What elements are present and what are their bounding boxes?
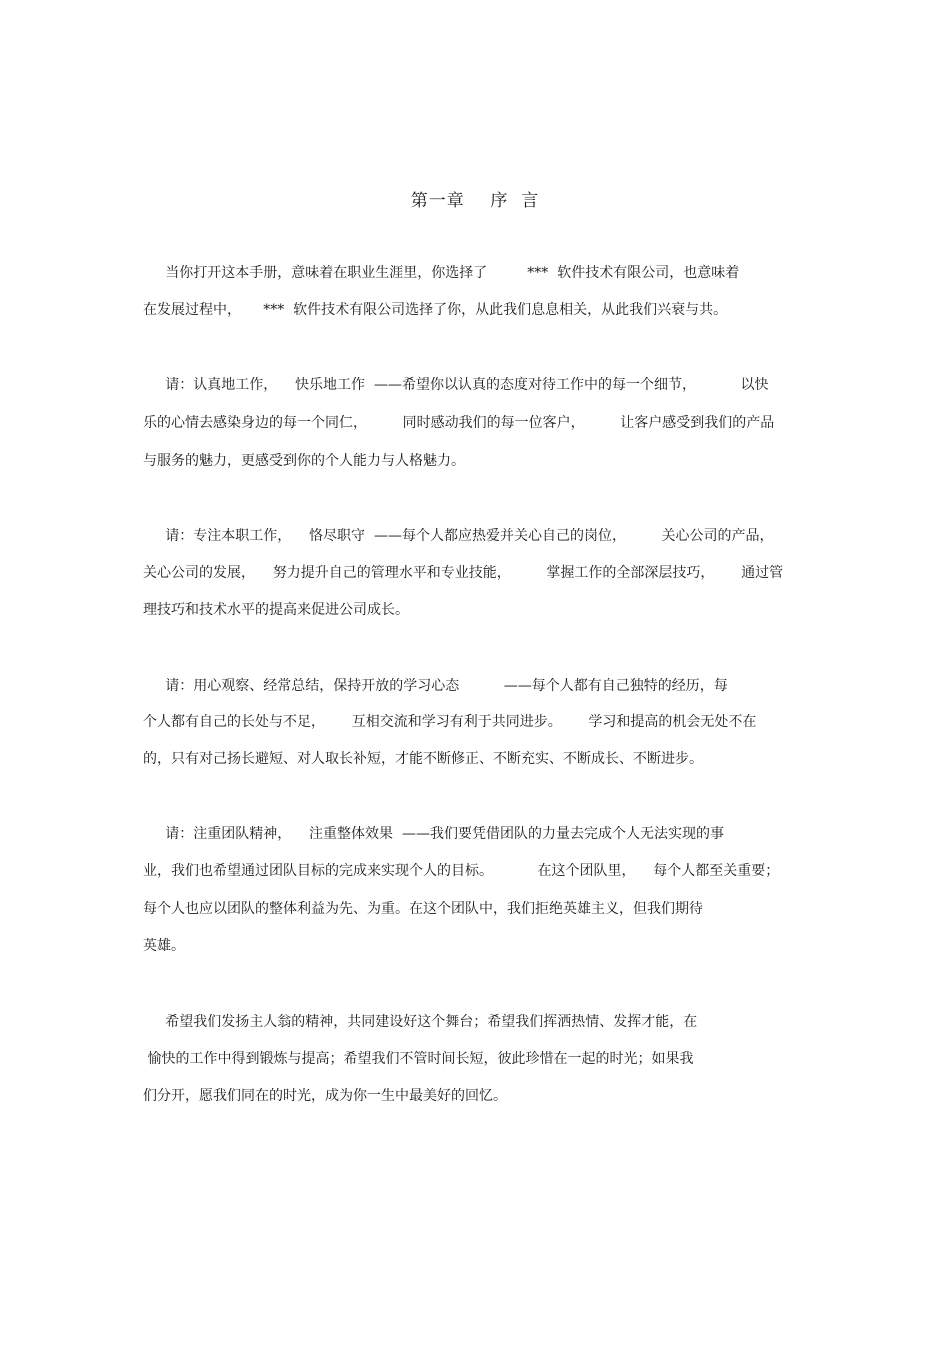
paragraph-line: 的，只有对己扬长避短、对人取长补短，才能不断修正、不断充实、不断成长、不断进步。 [143,751,703,767]
paragraph-line: 业，我们也希望通过团队目标的完成来实现个人的目标。 在这个团队里， 每个人都至关重要； [143,863,780,879]
paragraph-line: 愉快的工作中得到锻炼与提高；希望我们不管时间长短，彼此珍惜在一起的时光；如果我 [143,1051,694,1067]
paragraph-line: 个人都有自己的长处与不足， 互相交流和学习有利于共同进步。 学习和提高的机会无处不在 [143,714,757,730]
paragraph-line: 每个人也应以团队的整体利益为先、为重。在这个团队中，我们拒绝英雄主义，但我们期待 [143,901,703,917]
paragraph-line: 当你打开这本手册，意味着在职业生涯里，你选择了 *** 软件技术有限公司，也意味着 [143,265,740,281]
paragraph-line: 乐的心情去感染身边的每一个同仁， 同时感动我们的每一位客户， 让客户感受到我们的产品 [143,415,775,431]
paragraph-line: 英雄。 [143,938,185,954]
paragraph-line: 请：用心观察、经常总结，保持开放的学习心态 ——每个人都有自己独特的经历，每 [143,678,728,694]
paragraph-line: 请：认真地工作， 快乐地工作 ——希望你以认真的态度对待工作中的每一个细节， 以快 [143,377,769,393]
paragraph-line: 与服务的魅力，更感受到你的个人能力与人格魅力。 [143,453,465,469]
paragraph-line: 希望我们发扬主人翁的精神，共同建设好这个舞台；希望我们挥洒热情、发挥才能，在 [143,1014,698,1030]
paragraph-line: 关心公司的发展， 努力提升自己的管理水平和专业技能， 掌握工作的全部深层技巧， 通过管 [143,565,784,581]
chapter-title: 第一章 序 言 [410,191,540,211]
paragraph-line: 请：专注本职工作， 恪尽职守 ——每个人都应热爱并关心自己的岗位， 关心公司的产品， [143,528,774,544]
paragraph-line: 理技巧和技术水平的提高来促进公司成长。 [143,602,409,618]
paragraph-line: 在发展过程中， *** 软件技术有限公司选择了你，从此我们息息相关，从此我们兴衰与共。 [143,302,728,318]
paragraph-line: 们分开，愿我们同在的时光，成为你一生中最美好的回忆。 [143,1088,507,1104]
paragraph-line: 请：注重团队精神， 注重整体效果 ——我们要凭借团队的力量去完成个人无法实现的事 [143,826,724,842]
